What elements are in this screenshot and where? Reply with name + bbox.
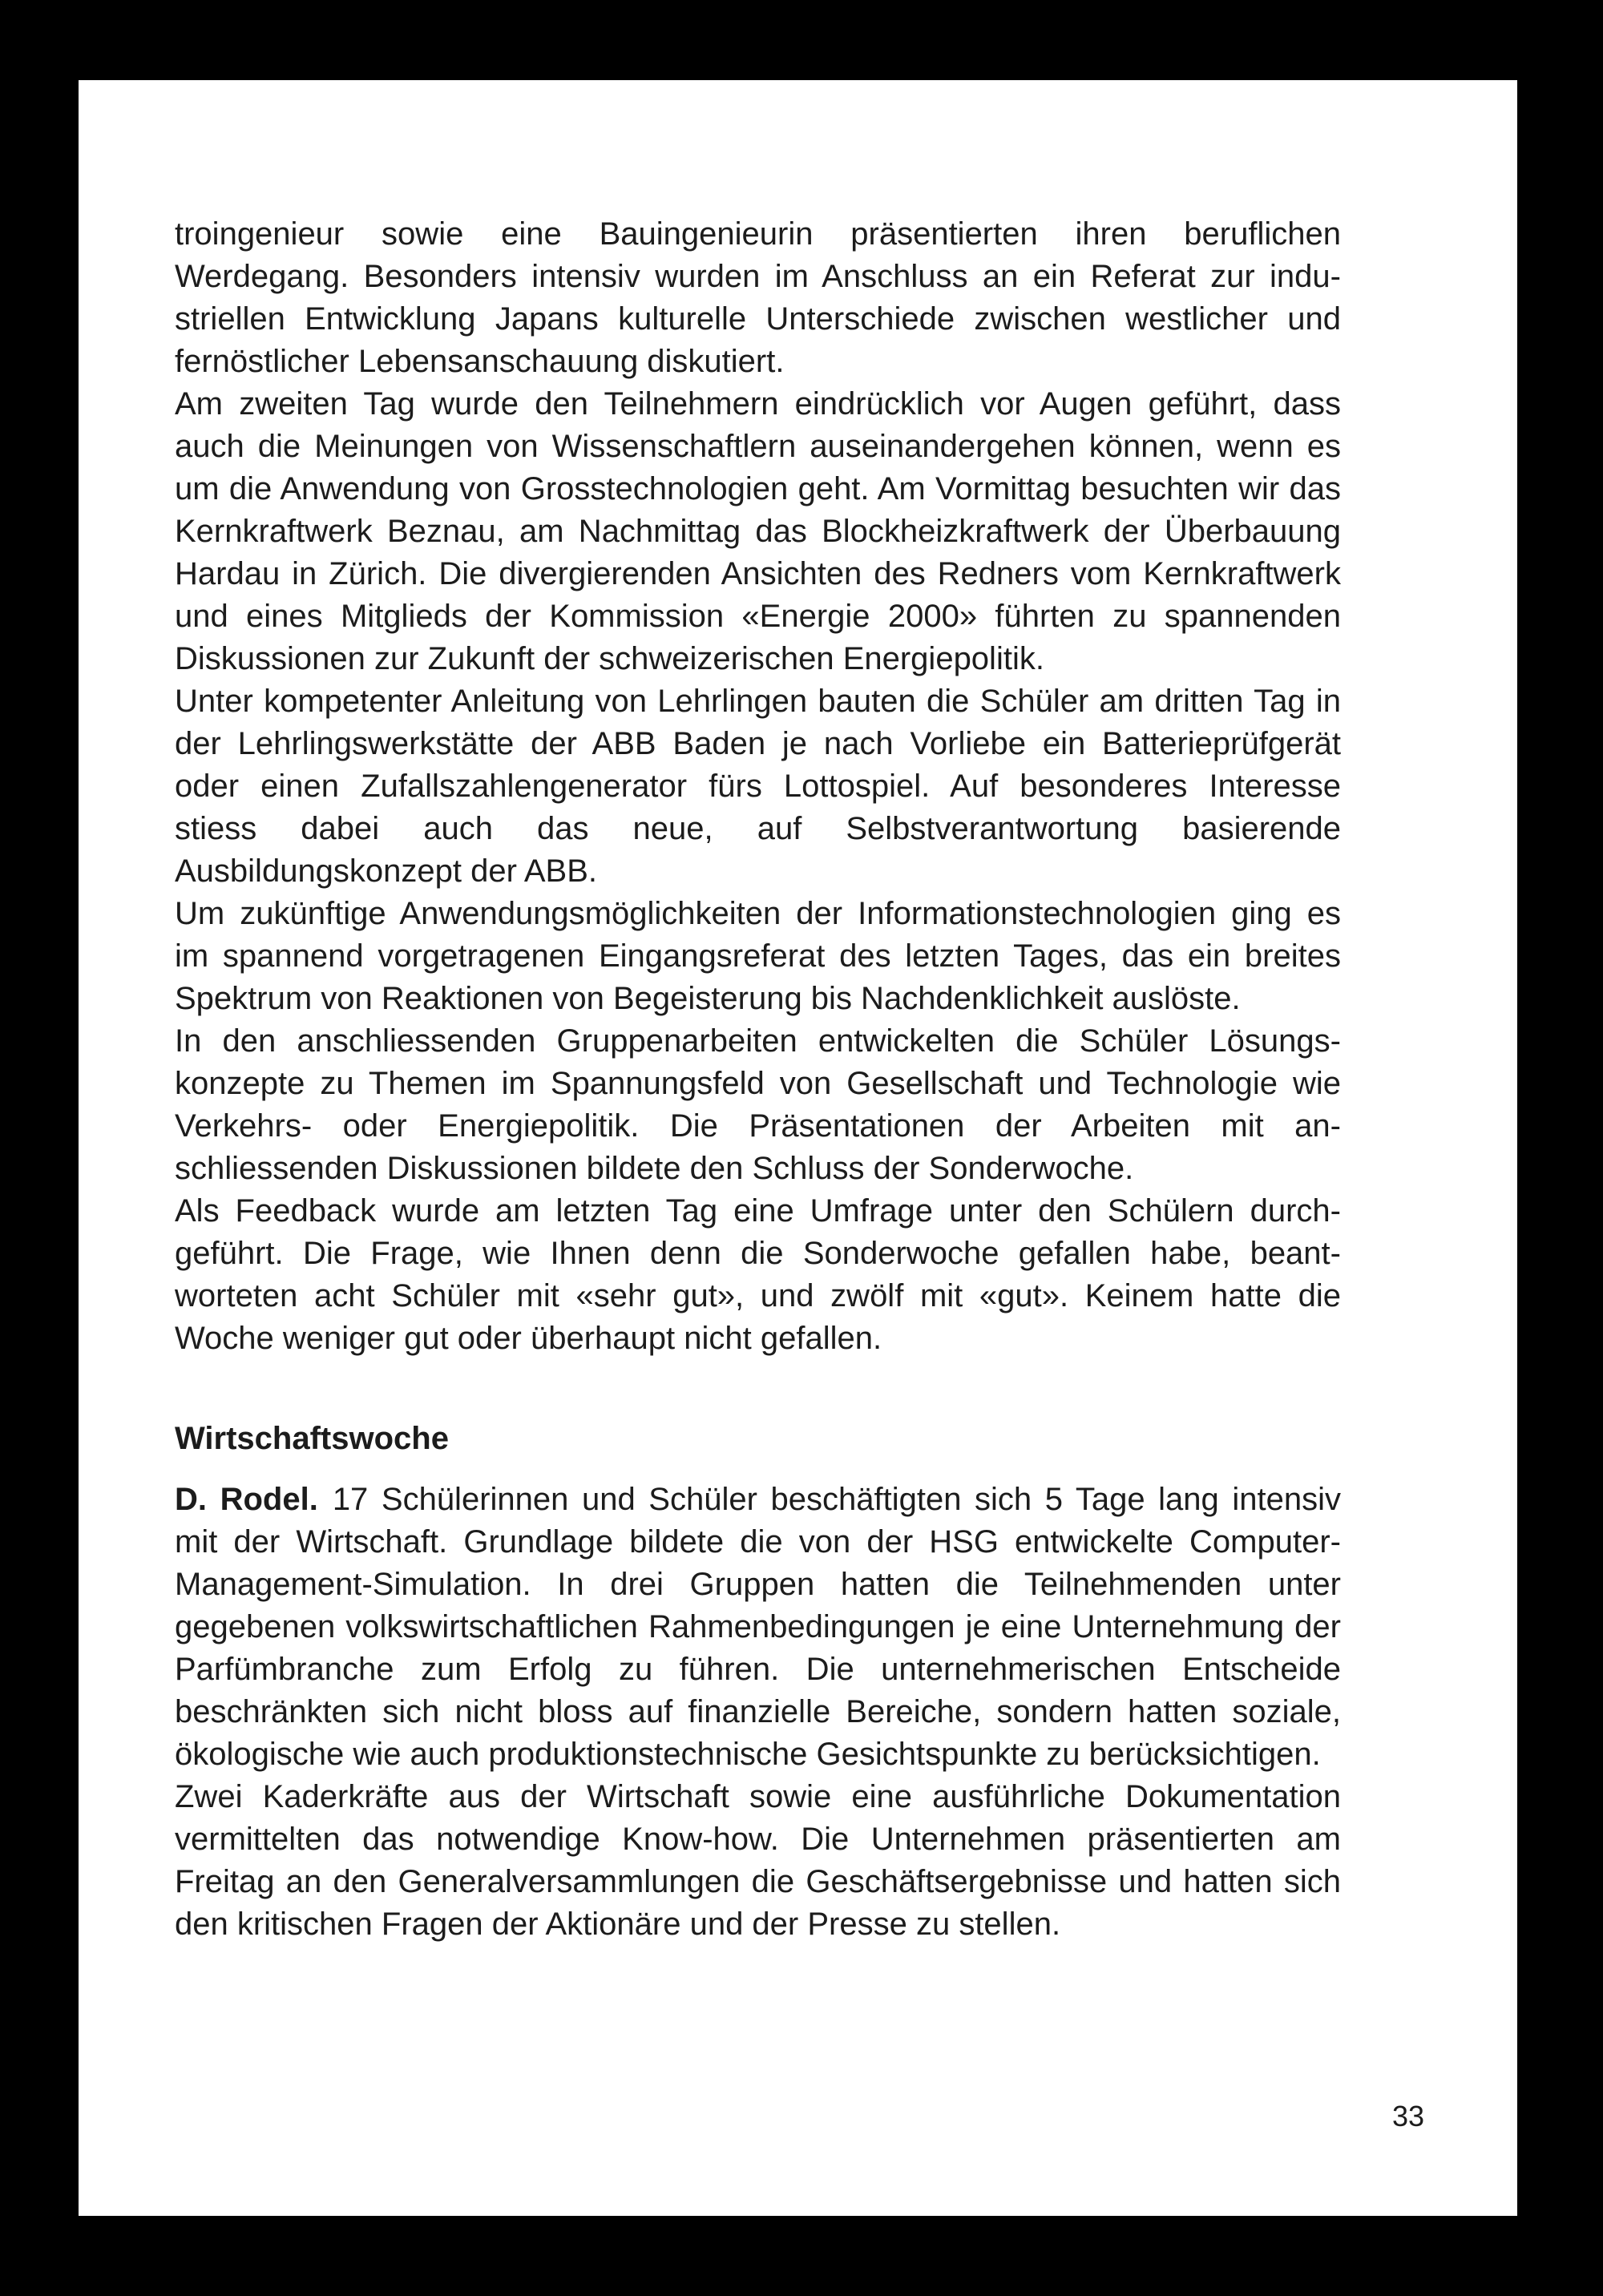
paragraph-1: troingenieur sowie eine Bauingenieurin präsentierten ihren beruflichen Werdegang. Besonders intensiv wurden im Anschluss an ein Referat zur industriellen Entwicklung Japans kulturelle Unterschiede zwischen westlicher und fernöstlicher Lebensanschauung diskutiert. [175,216,1341,379]
author-name: D. Rodel. [175,1482,318,1517]
paragraph-4: Um zukünftige Anwendungsmöglichkeiten der Informationstechnologien ging es im spannend vorgetragenen Eingangsreferat des letzten Tages, das ein breites Spektrum von Reaktionen von Begeisterung bis Nachdenklichkeit auslöste. [175,896,1341,1016]
section-heading: Wirtschaftswoche [175,1421,449,1456]
document-page [79,80,1517,2216]
paragraph-2: Am zweiten Tag wurde den Teilnehmern eindrücklich vor Augen geführt, dass auch die Meinungen von Wissenschaftlern auseinandergehen können, wenn es um die Anwendung von Grosstechnologien geht. Am Vormittag besuchten wir das Kernkraftwerk Beznau, am Nachmittag das Blockheizkraftwerk der Überbauung Hardau in Zürich. Die divergierenden Ansichten des Redners vom Kernkraftwerk und eines Mitglieds der Kommission «Energie 2000» führten zu spannenden Diskussionen zur Zukunft der schweizerischen Energiepolitik. [175,386,1341,676]
section-lead-paragraph [175,1479,1341,1776]
section-lead-text: 17 Schülerinnen und Schüler beschäftigten sich 5 Tage lang intensiv mit der Wirtschaft. Grundlage bildete die von der HSG entwickelte Computer-Management-Simulation. In drei Gruppen hatten die Teilnehmenden unter gegebenen volkswirtschaftlichen Rahmenbedingungen je eine Unternehmung der Parfümbranche zum Erfolg zu führen. Die unternehmerischen Entscheide beschränkten sich nicht bloss auf finanzielle Bereiche, sondern hatten soziale, ökologische wie auch produktionstechnische Gesichtspunkte zu berücksichtigen. [175,1482,1341,1772]
text-column [175,213,1341,1946]
paragraph-6: Als Feedback wurde am letzten Tag eine Umfrage unter den Schülern durchgeführt. Die Frage, wie Ihnen denn die Sonderwoche gefallen habe, beantworteten acht Schüler mit «sehr gut», und zwölf mit «gut». Keinem hatte die Woche weniger gut oder überhaupt nicht gefallen. [175,1193,1341,1356]
page-number: 33 [1391,2100,1424,2133]
section-paragraph-2: Zwei Kaderkräfte aus der Wirtschaft sowie eine ausführliche Dokumentation vermittelten das notwendige Know-how. Die Unternehmen präsentierten am Freitag an den Generalversammlungen die Geschäftsergebnisse und hatten sich den kritischen Fragen der Aktionäre und der Presse zu stellen. [175,1779,1341,1942]
paragraph-3: Unter kompetenter Anleitung von Lehrlingen bauten die Schüler am dritten Tag in der Lehrlingswerkstätte der ABB Baden je nach Vorliebe ein Batterieprüfgerät oder einen Zufallszahlengenerator fürs Lottospiel. Auf besonderes Interesse stiess dabei auch das neue, auf Selbstverantwortung basierende Ausbildungskonzept der ABB. [175,684,1341,889]
paragraph-5: In den anschliessenden Gruppenarbeiten entwickelten die Schüler Lösungskonzepte zu Themen im Spannungsfeld von Gesellschaft und Technologie wie Verkehrs- oder Energiepolitik. Die Präsentationen der Arbeiten mit anschliessenden Diskussionen bildete den Schluss der Sonderwoche. [175,1023,1341,1186]
